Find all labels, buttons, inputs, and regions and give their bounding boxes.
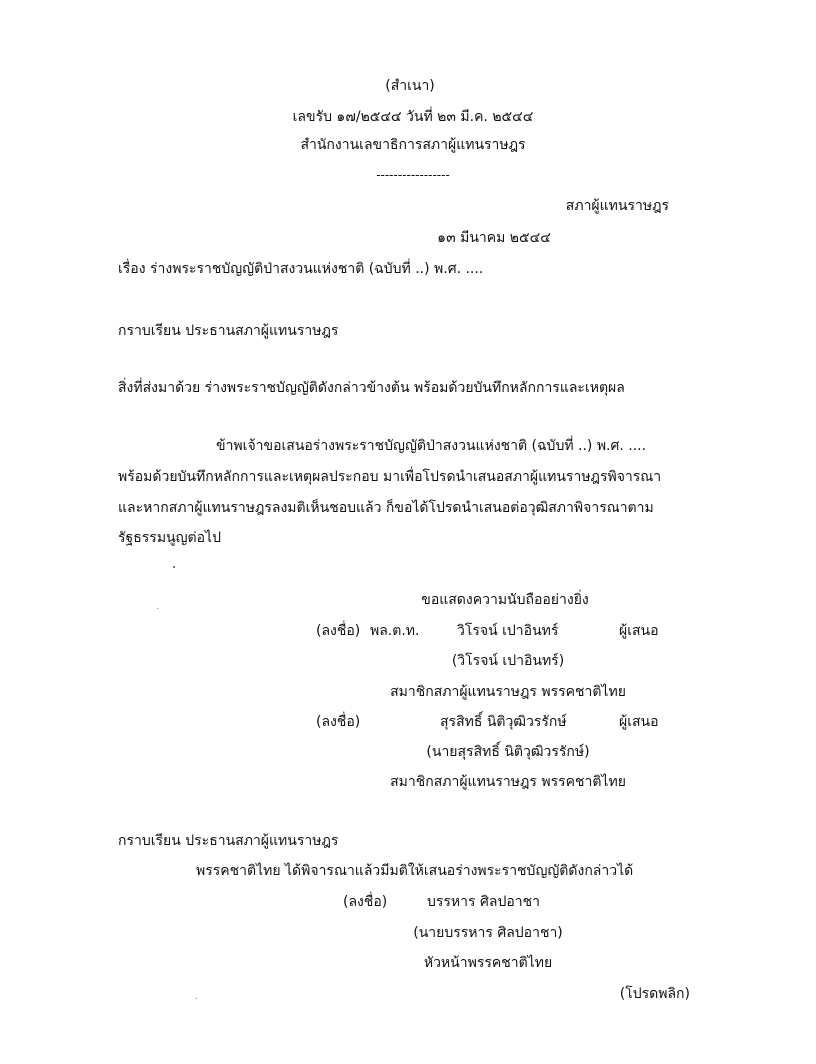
signer-position: สมาชิกสภาผู้แทนราษฎร พรรคชาติไทย [390,684,626,700]
sign-prefix: (ลงชื่อ) [316,714,361,730]
signer-position: สมาชิกสภาผู้แทนราษฎร พรรคชาติไทย [390,774,626,790]
signer-printed-name: (นายสุรสิทธิ์ นิติวุฒิวรรักษ์) [426,744,590,760]
office-name: สำนักงานเลขาธิการสภาผู้แทนราษฎร [300,137,526,153]
signer-role: ผู้เสนอ [619,714,659,730]
signer-role: ผู้เสนอ [619,623,659,639]
scan-speck [157,608,158,609]
endorsement-salutation: กราบเรียน ประธานสภาผู้แทนราษฎร [118,833,339,849]
body-line: รัฐธรรมนูญต่อไป [118,530,221,546]
copy-mark: (สำเนา) [385,78,435,94]
sign-prefix: (ลงชื่อ) [316,623,361,639]
sign-prefix: (ลงชื่อ) [343,894,388,910]
endorser-signature: บรรหาร ศิลปอาชา [427,894,540,910]
scan-speck [196,998,197,999]
signer-signature: สุรสิทธิ์ นิติวุฒิวรรักษ์ [440,714,567,730]
scan-speck [173,566,175,568]
letter-date: ๑๓ มีนาคม ๒๕๔๔ [437,230,551,246]
salutation: กราบเรียน ประธานสภาผู้แทนราษฎร [118,323,339,339]
receipt-line: เลขรับ ๑๗/๒๕๔๔ วันที่ ๒๓ มี.ค. ๒๕๔๔ [292,109,534,125]
endorsement-statement: พรรคชาติไทย ได้พิจารณาแล้วมีมติให้เสนอร่างพระราชบัญญัติดังกล่าวได้ [196,863,634,879]
closing-line: ขอแสดงความนับถืออย่างยิ่ง [421,592,589,608]
sender-name: สภาผู้แทนราษฎร [565,198,669,214]
endorser-printed-name: (นายบรรหาร ศิลปอาชา) [413,925,563,941]
enclosure-line: สิ่งที่ส่งมาด้วย ร่างพระราชบัญญัติดังกล่าวข้างต้น พร้อมด้วยบันทึกหลักการและเหตุผล [118,380,625,396]
signer-signature: วิโรจน์ เปาอินทร์ [457,623,559,639]
subject-line: เรื่อง ร่างพระราชบัญญัติป่าสงวนแห่งชาติ (ฉบับที่ ..) พ.ศ. .... [118,261,484,277]
endorser-position: หัวหน้าพรรคชาติไทย [423,955,553,971]
header-divider: ----------------- [376,168,450,182]
body-line: พร้อมด้วยบันทึกหลักการและเหตุผลประกอบ มาเพื่อโปรดนำเสนอสภาผู้แทนราษฎรพิจารณา [118,469,662,485]
turn-page-note: (โปรดพลิก) [619,986,690,1002]
signer-printed-name: (วิโรจน์ เปาอินทร์) [451,653,565,669]
body-line: ข้าพเจ้าขอเสนอร่างพระราชบัญญัติป่าสงวนแห่งชาติ (ฉบับที่ ..) พ.ศ. .... [216,438,647,454]
body-line: และหากสภาผู้แทนราษฎรลงมติเห็นชอบแล้ว ก็ขอได้โปรดนำเสนอต่อวุฒิสภาพิจารณาตาม [118,500,654,516]
signer-rank: พล.ต.ท. [370,623,420,639]
